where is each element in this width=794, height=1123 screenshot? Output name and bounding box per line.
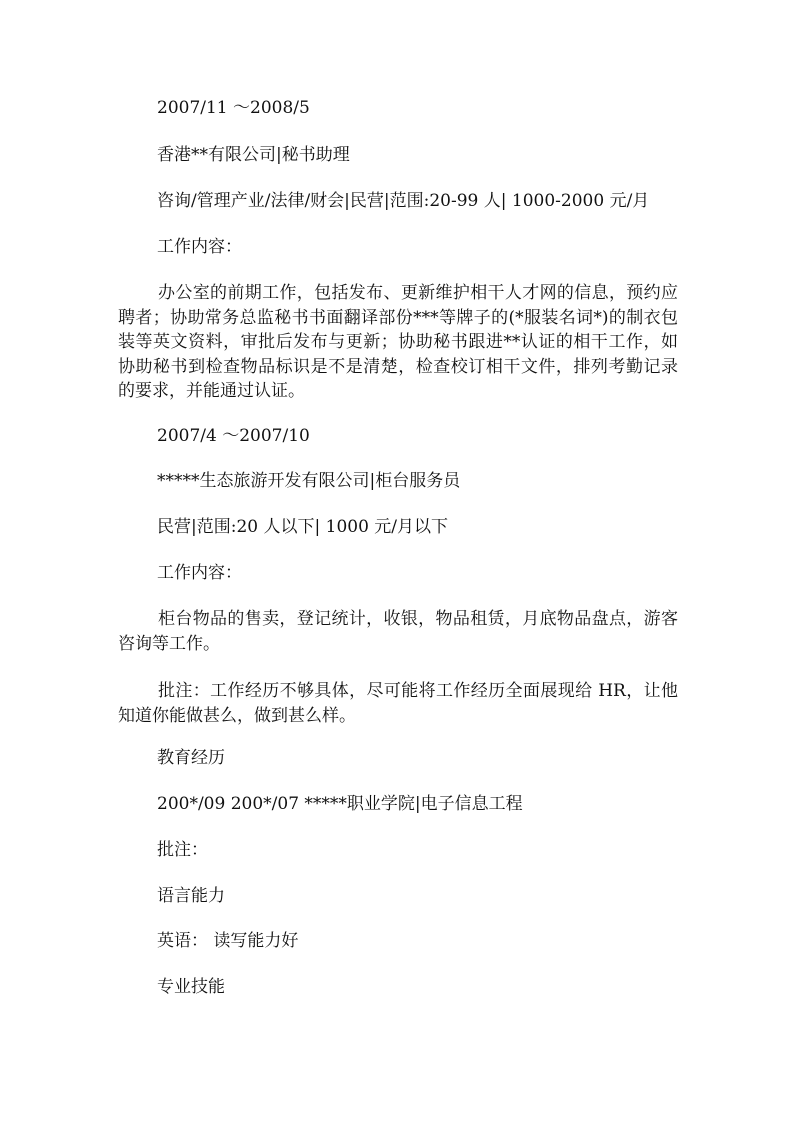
job2-period: 2007/4 ～2007/10 xyxy=(157,426,310,446)
job1-period: 2007/11 ～2008/5 xyxy=(157,98,310,118)
job2-content-label: 工作内容： xyxy=(157,563,242,583)
job1-content-text: 办公室的前期工作，包括发布、更新维护相干人才网的信息，预约应聘者；协助常务总监秘书书面翻译部份***等牌子的(*服装名词*)的制衣包装等英文资料，审批后发布与更新；协助秘书跟进**认证的相干工作，如协助秘书到检查物品标识是不是清楚，检查校订相干文件，排列考勤记录的要求，并能通过认证。 xyxy=(118,283,678,401)
job1-company-info: 咨询/管理产业/法律/财会|民营|范围:20-99 人| 1000-2000 元/月 xyxy=(157,191,650,211)
job2-company-info: 民营|范围:20 人以下| 1000 元/月以下 xyxy=(157,517,449,537)
language-english: 英语： 读写能力好 xyxy=(157,931,299,951)
job2-company-title: *****生态旅游开发有限公司|柜台服务员 xyxy=(157,471,461,491)
job2-content-text: 柜台物品的售卖，登记统计，收银，物品租赁，月底物品盘点，游客咨询等工作。 xyxy=(118,609,678,654)
job1-content-label: 工作内容： xyxy=(157,237,242,257)
job1-company-title: 香港**有限公司|秘书助理 xyxy=(157,145,350,165)
education-entry: 200*/09 200*/07 *****职业学院|电子信息工程 xyxy=(157,794,523,814)
education-note: 批注： xyxy=(157,840,208,860)
education-heading: 教育经历 xyxy=(157,748,225,768)
skills-heading: 专业技能 xyxy=(157,977,225,997)
job2-note-text: 批注：工作经历不够具体，尽可能将工作经历全面展现给 HR，让他知道你能做甚么，做到甚么样。 xyxy=(118,681,678,726)
language-heading: 语言能力 xyxy=(157,886,225,906)
